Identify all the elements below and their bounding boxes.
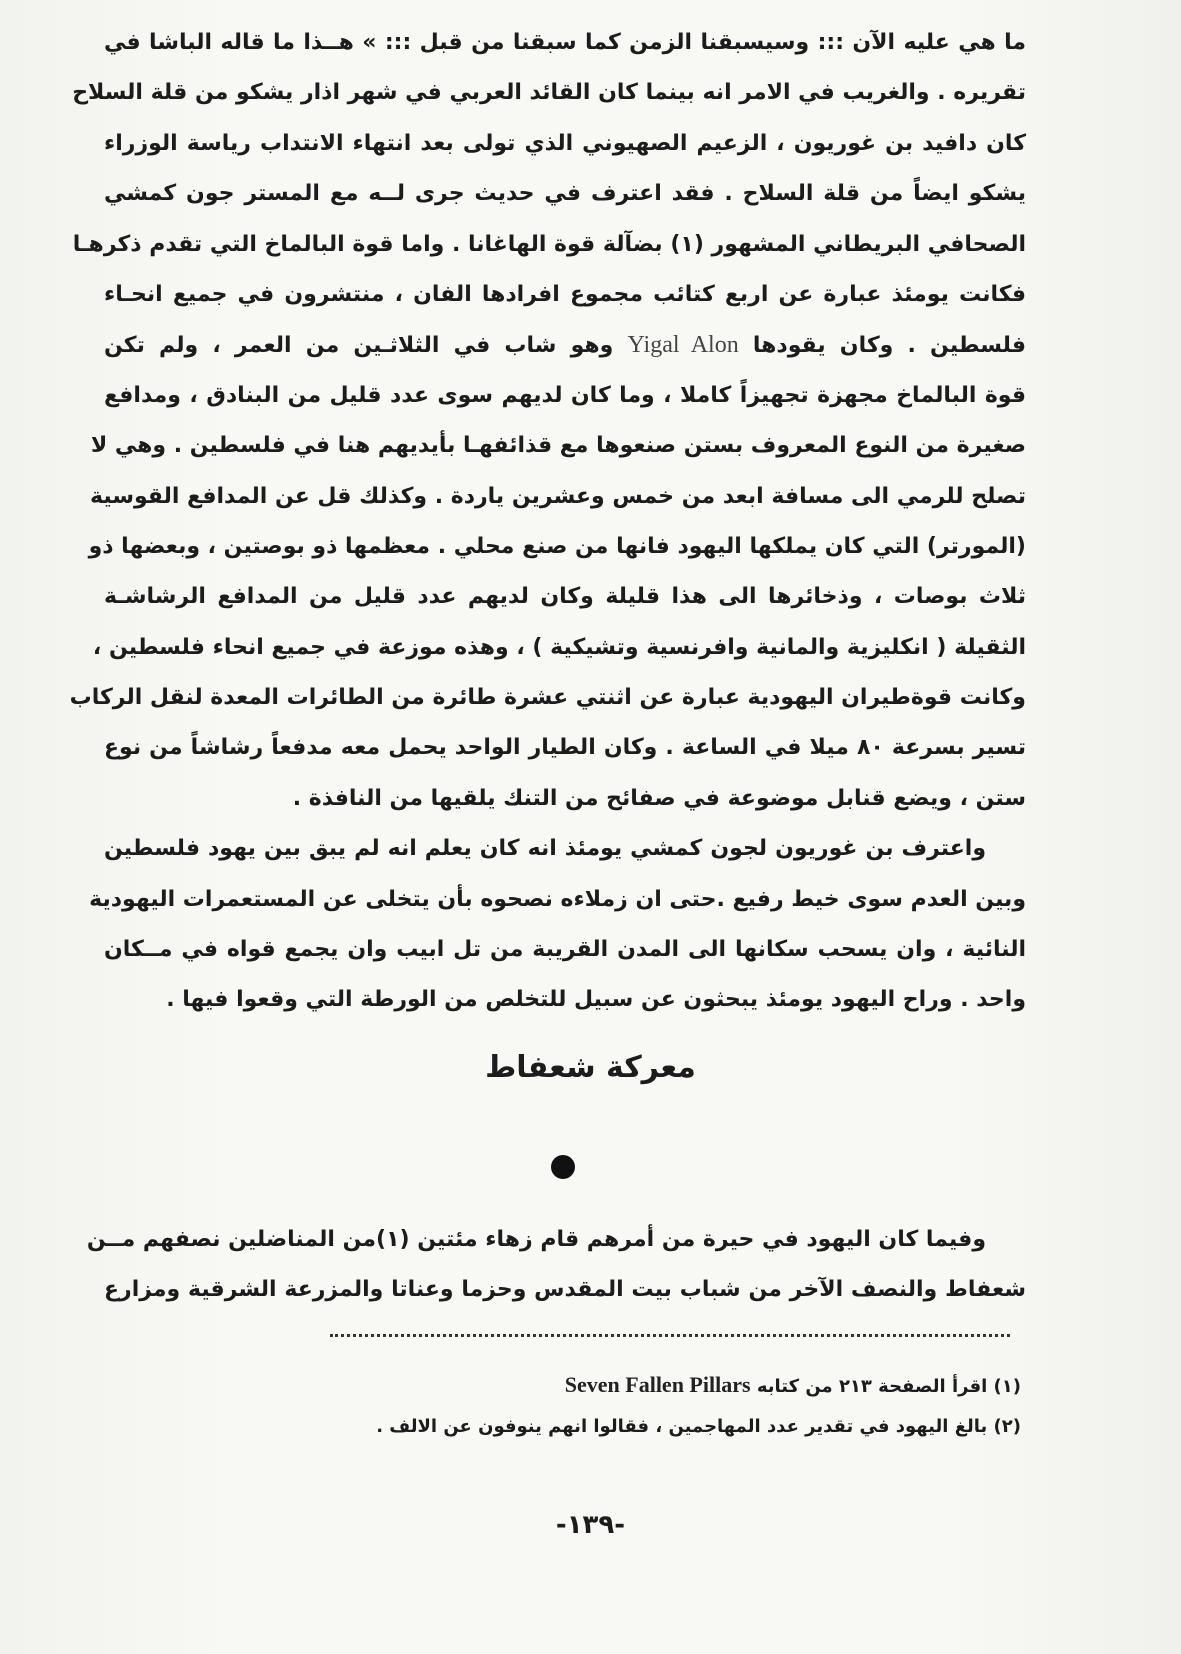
- text-line: كان دافيد بن غوريون ، الزعيم الصهيوني الذي تولى بعد انتهاء الانتداب رياسة الوزراء: [104, 130, 1026, 156]
- text-line: ثلاث بوصات ، وذخائرها الى هذا قليلة وكان لديهم عدد قليل من المدافع الرشاشـة: [104, 584, 1026, 610]
- footnote-2: [376, 1407, 1021, 1449]
- footnote-text: (١) اقرأ الصفحة ٢١٣ من كتابه: [756, 1376, 1021, 1397]
- page-number: -١٣٩-: [555, 1510, 626, 1540]
- bullet-ornament: [551, 1155, 575, 1179]
- paragraph-shuafat: [86, 1215, 1026, 1316]
- text-line: واحد . وراح اليهود يومئذ يبحثون عن سبيل للتخلص من الورطة التي وقعوا فيها .: [166, 987, 1026, 1013]
- text-line: شعفاط والنصف الآخر من شباب بيت المقدس وحزما وعناتا والمزرعة الشرقية ومزارع: [104, 1277, 1026, 1303]
- text-line: (المورتر) التي كان يملكها اليهود فانها من صنع محلي . معظمها ذو بوصتين ، وبعضها ذو: [88, 533, 1026, 559]
- text-line: تصلح للرمي الى مسافة ابعد من خمس وعشرين ياردة . وكذلك قل عن المدافع القوسية: [90, 483, 1026, 509]
- text-line: الصحافي البريطاني المشهور (١) بضآلة قوة الهاغانا . واما قوة البالماخ التي تقدم ذكرهـا: [72, 231, 1026, 257]
- text-line: [104, 320, 1026, 370]
- footnote-1: [376, 1365, 1021, 1407]
- text-line: ما هي عليه الآن ::: وسيسبقنا الزمن كما سبقنا من قبل ::: » هــذا ما قاله الباشا في: [104, 30, 1026, 55]
- footnote-text: (٢) بالغ اليهود في تقدير عدد المهاجمين ، فقالوا انهم ينوفون عن الالف .: [376, 1416, 1021, 1437]
- text-line: وبين العدم سوى خيط رفيع .حتى ان زملاءه نصحوه بأن يتخلى عن المستعمرات اليهودية: [89, 886, 1026, 912]
- text-line: واعترف بن غوريون لجون كمشي يومئذ انه كان يعلم انه لم يبق بين يهود فلسطين: [104, 836, 986, 862]
- text-segment: وهو شاب في الثلاثـين من العمر ، ولم تكن: [104, 333, 614, 359]
- footnote-divider: [330, 1334, 1010, 1337]
- book-title: Seven Fallen Pillars: [564, 1372, 751, 1397]
- section-title: معركة شعفاط: [485, 1050, 696, 1085]
- footnotes: [376, 1365, 1021, 1449]
- text-line: قوة البالماخ مجهزة تجهيزاً كاملا ، وما كان لديهم سوى عدد قليل من البنادق ، ومدافع: [104, 382, 1026, 408]
- text-line: وفيما كان اليهود في حيرة من أمرهم قام زهاء مئتين (١)من المناضلين نصفهم مــن: [86, 1227, 986, 1252]
- text-line: وكانت قوةطيران اليهودية عبارة عن اثنتي عشرة طائرة من الطائرات المعدة لنقل الركاب: [69, 685, 1026, 711]
- text-line: يشكو ايضاً من قلة السلاح . فقد اعترف في حديث جرى لــه مع المستر جون كمشي: [104, 181, 1026, 207]
- text-line: تسير بسرعة ٨٠ ميلا في الساعة . وكان الطيار الواحد يحمل معه مدفعاً رشاشاً من نوع: [104, 735, 1026, 761]
- text-line: النائية ، وان يسحب سكانها الى المدن القريبة من تل ابيب وان يجمع قواه في مــكان: [104, 937, 1026, 963]
- latin-name: Yigal Alon: [627, 332, 739, 359]
- main-text: [69, 18, 1026, 1026]
- text-segment: فلسطين . وكان يقودها: [752, 333, 1026, 359]
- text-line: ستن ، ويضع قنابل موضوعة في صفائح من التنك يلقيها من النافذة .: [292, 785, 1026, 811]
- text-line: تقريره . والغريب في الامر انه بينما كان القائد العربي في شهر اذار يشكو من قلة السلاح: [72, 80, 1026, 106]
- text-line: الثقيلة ( انكليزية والمانية وافرنسية وتشيكية ) ، وهذه موزعة في جميع انحاء فلسطين ،: [92, 634, 1026, 660]
- text-line: صغيرة من النوع المعروف بستن صنعوها مع قذائفهـا بأيديهم هنا في فلسطين . وهي لا: [90, 433, 1026, 459]
- text-line: فكانت يومئذ عبارة عن اربع كتائب مجموع افرادها الفان ، منتشرون في جميع انحـاء: [104, 281, 1026, 307]
